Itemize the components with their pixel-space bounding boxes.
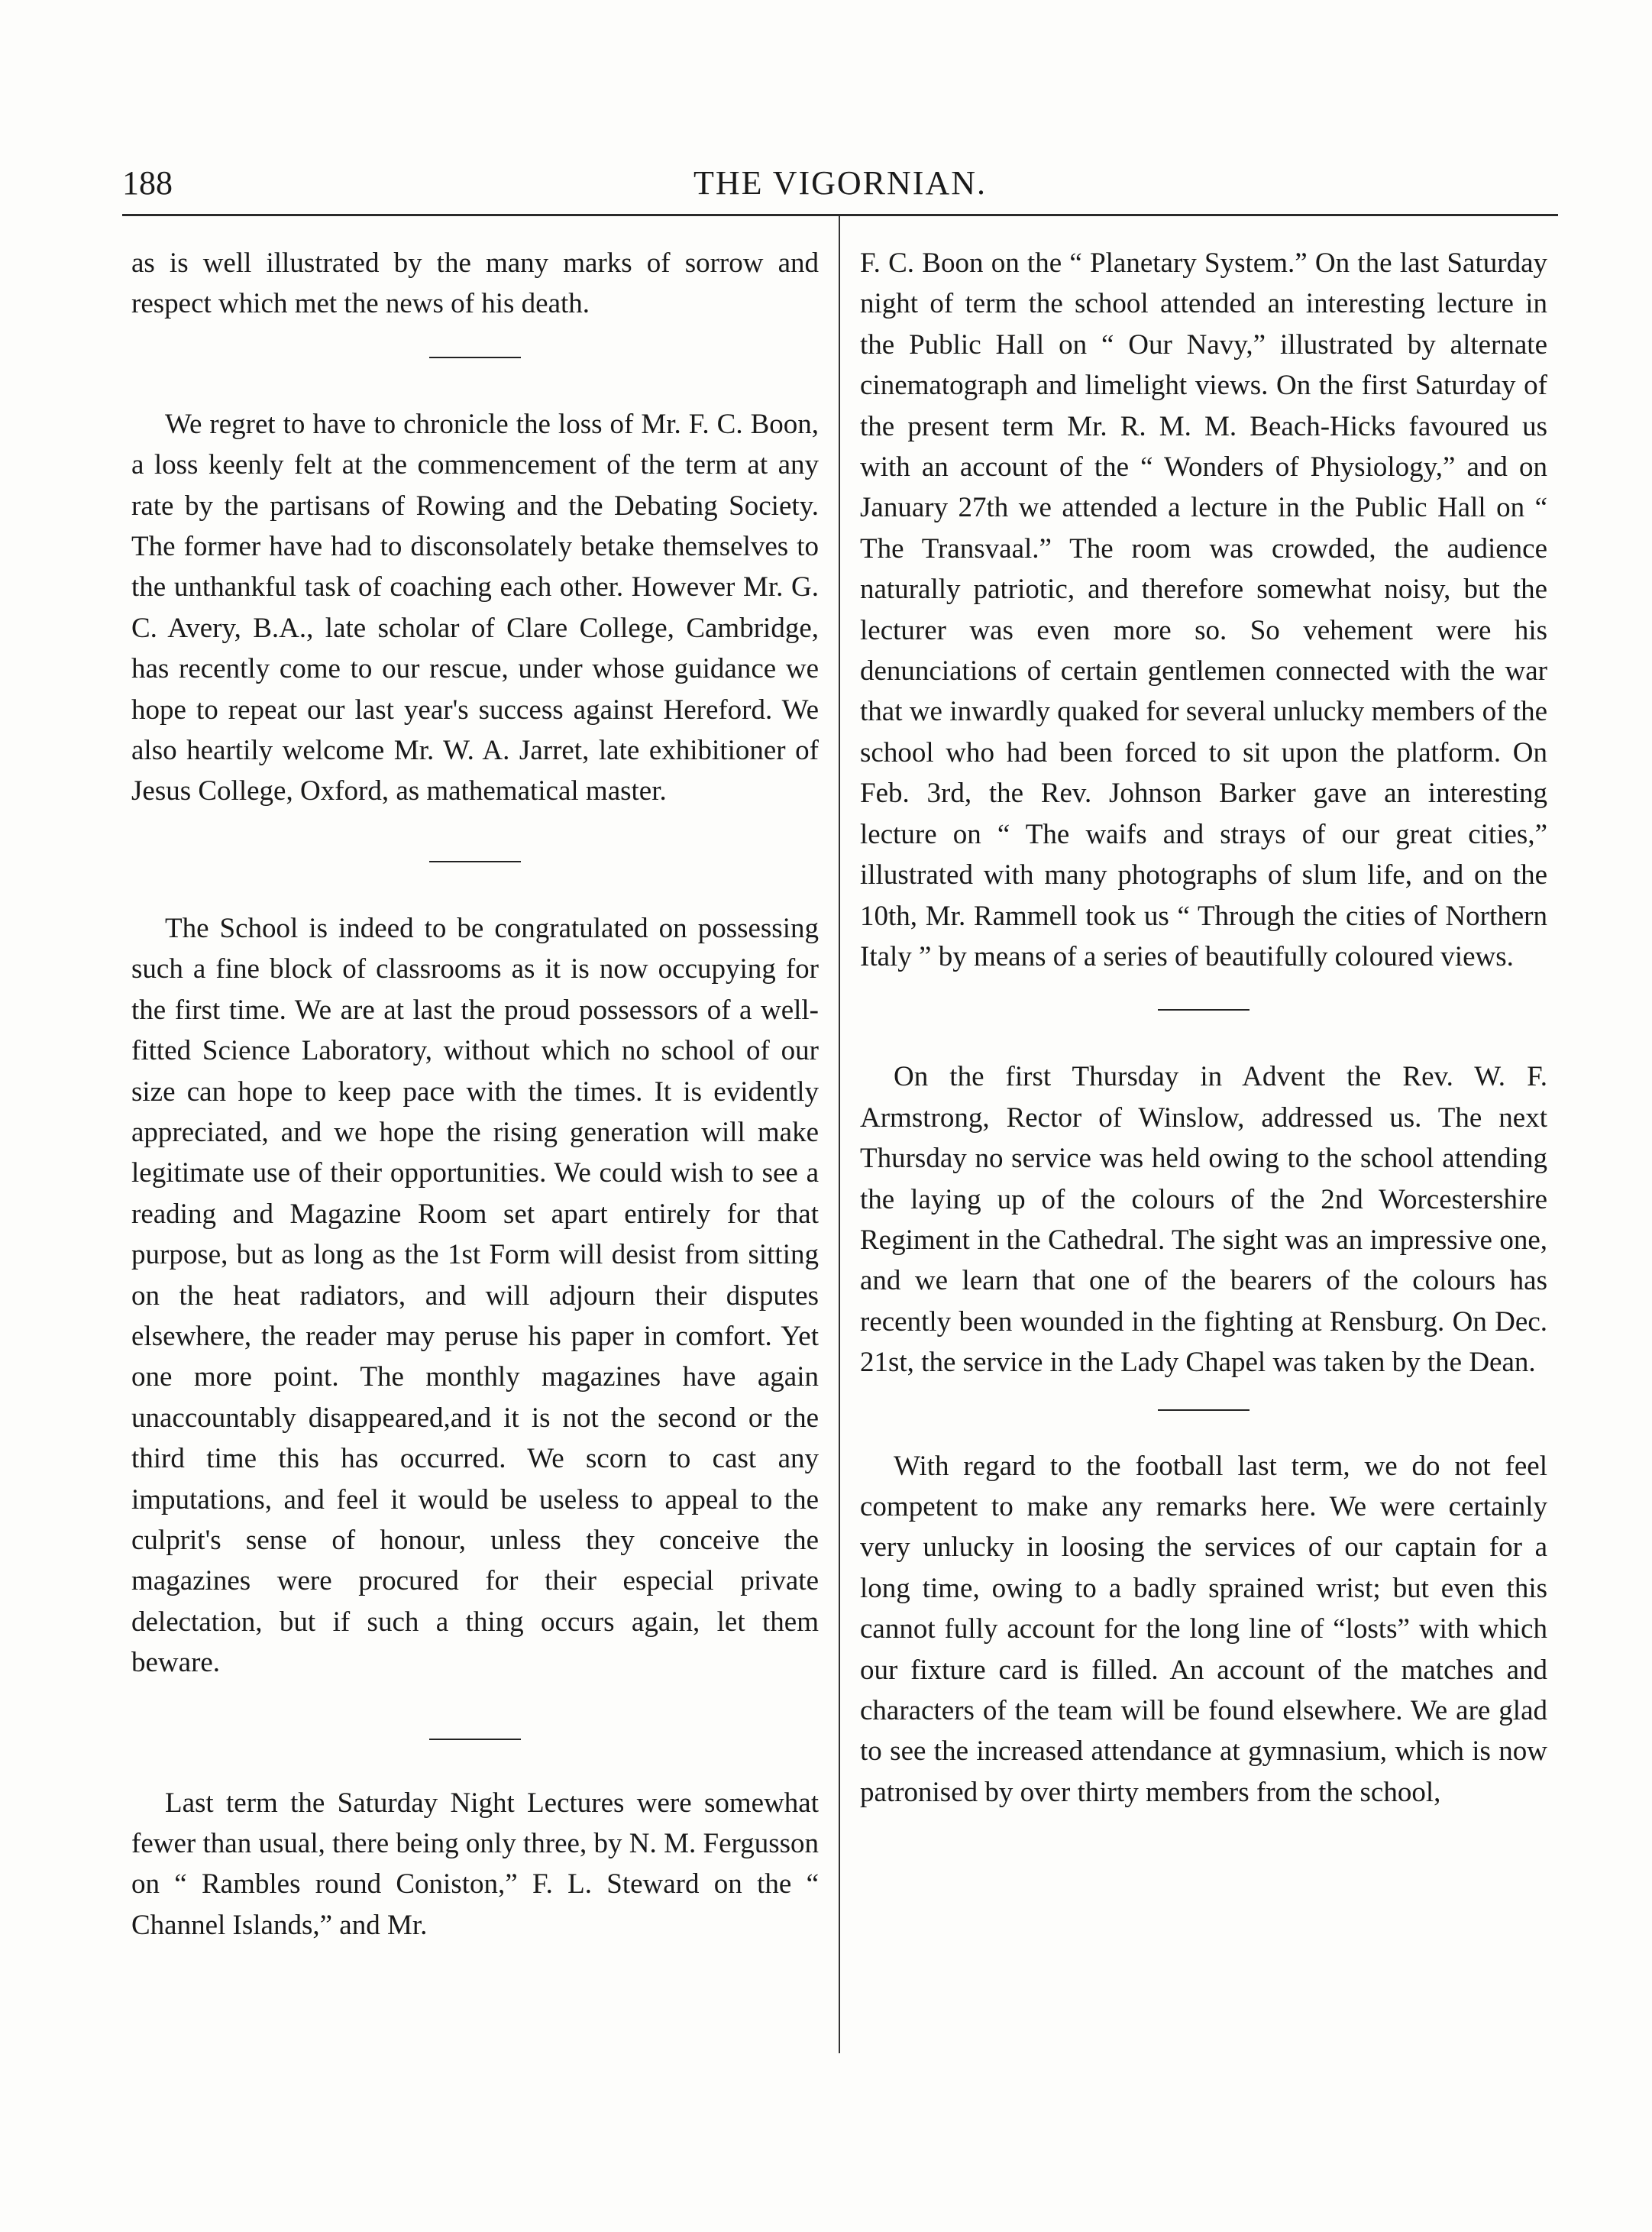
left-paragraph-staff: We regret to have to chronicle the loss of Mr. F. C. Boon, a loss keenly felt at the commencement of the term at any rate by the partisans of Rowing and the Debating Society. The former have had to disconsolately betake themselves to the unthankful task of coaching each other. However Mr. G. C. Avery, B.A., late scholar of Clare College, Cambridge, has recently come to our rescue, under whose guidance we hope to repeat our last year's success against Hereford. We also heartily welcome Mr. W. A. Jarret, late exhibitioner of Jesus College, Oxford, as mathematical master. [131,408,819,807]
running-title: THE VIGORNIAN. [693,164,988,202]
right-paragraph-advent: On the first Thursday in Advent the Rev. W. F. Armstrong, Rector of Winslow, addressed us. The next Thursday no service was held owing to the school attending the laying up of the colours of the 2nd Worcestershire Regiment in the Cathedral. The sight was an impressive one, and we learn that one of the bearers of the colours has recently been wounded in the fighting at Rensburg. On Dec. 21st, the service in the Lady Chapel was taken by the Dean. [860,1061,1547,1379]
right-paragraph-football: With regard to the football last term, we do not feel competent to make any remarks here. We were certainly very unlucky in loosing the services of our captain for a long time, owing to a badly sprained wrist; but even this cannot fully account for the long line of “losts” with which our fixture card is filled. An account of the matches and characters of the team will be found elsewhere. We are glad to see the increased attendance at gymnasium, which is now patronised by over thirty members from the school, [860,1450,1547,1808]
page-number: 188 [122,164,173,202]
section-separator [429,861,521,862]
section-separator [1158,1009,1250,1011]
section-separator [1158,1409,1250,1411]
column-divider [839,216,840,2053]
page-header [122,160,1558,206]
right-column [860,243,1547,1813]
left-paragraph-continued: as is well illustrated by the many marks of sorrow and respect which met the news of his death. [131,247,819,320]
section-separator [429,1739,521,1740]
left-paragraph-classrooms: The School is indeed to be congratulated on possessing such a fine block of classrooms as it is now occupying for the first time. We are at last the proud possessors of a well-fitted Science Laboratory, without which no school of our size can hope to keep pace with the times. It is evidently appreciated, and we hope the rising generation will make legitimate use of their opportunities. We could wish to see a reading and Magazine Room set apart entirely for that purpose, but as long as the 1st Form will desist from sitting on the heat radiators, and will adjourn their disputes elsewhere, the reader may peruse his paper in comfort. Yet one more point. The monthly magazines have again unaccountably disappeared,and it is not the second or the third time this has occurred. We scorn to cast any imputations, and feel it would be useless to appeal to the culprit's sense of honour, unless they conceive the magazines were procured for their especial private delectation, but if such a thing occurs again, let them beware. [131,912,819,1679]
left-paragraph-lectures: Last term the Saturday Night Lectures were somewhat fewer than usual, there being only three, by N. M. Fergusson on “ Rambles round Coniston,” F. L. Steward on the “ Channel Islands,” and Mr. [131,1787,819,1941]
header-rule [122,214,1558,216]
left-column [131,243,819,1946]
right-paragraph-lectures-continued: F. C. Boon on the “ Planetary System.” On the last Saturday night of term the school attended an interesting lecture in the Public Hall on “ Our Navy,” illustrated by alternate cinematograph and limelight views. On the first Saturday of the present term Mr. R. M. M. Beach-Hicks favoured us with an account of the “ Wonders of Physiology,” and on January 27th we attended a lecture in the Public Hall on “ The Transvaal.” The room was crowded, the audience naturally patriotic, and therefore somewhat noisy, but the lecturer was even more so. So vehement were his denunciations of certain gentlemen connected with the war that we inwardly quaked for several unlucky members of the school who had been forced to sit upon the platform. On Feb. 3rd, the Rev. Johnson Barker gave an interesting lecture on “ The waifs and strays of our great cities,” illustrated with many photographs of slum life, and on the 10th, Mr. Rammell took us “ Through the cities of Northern Italy ” by means of a series of beautifully coloured views. [860,247,1547,972]
section-separator [429,357,521,358]
